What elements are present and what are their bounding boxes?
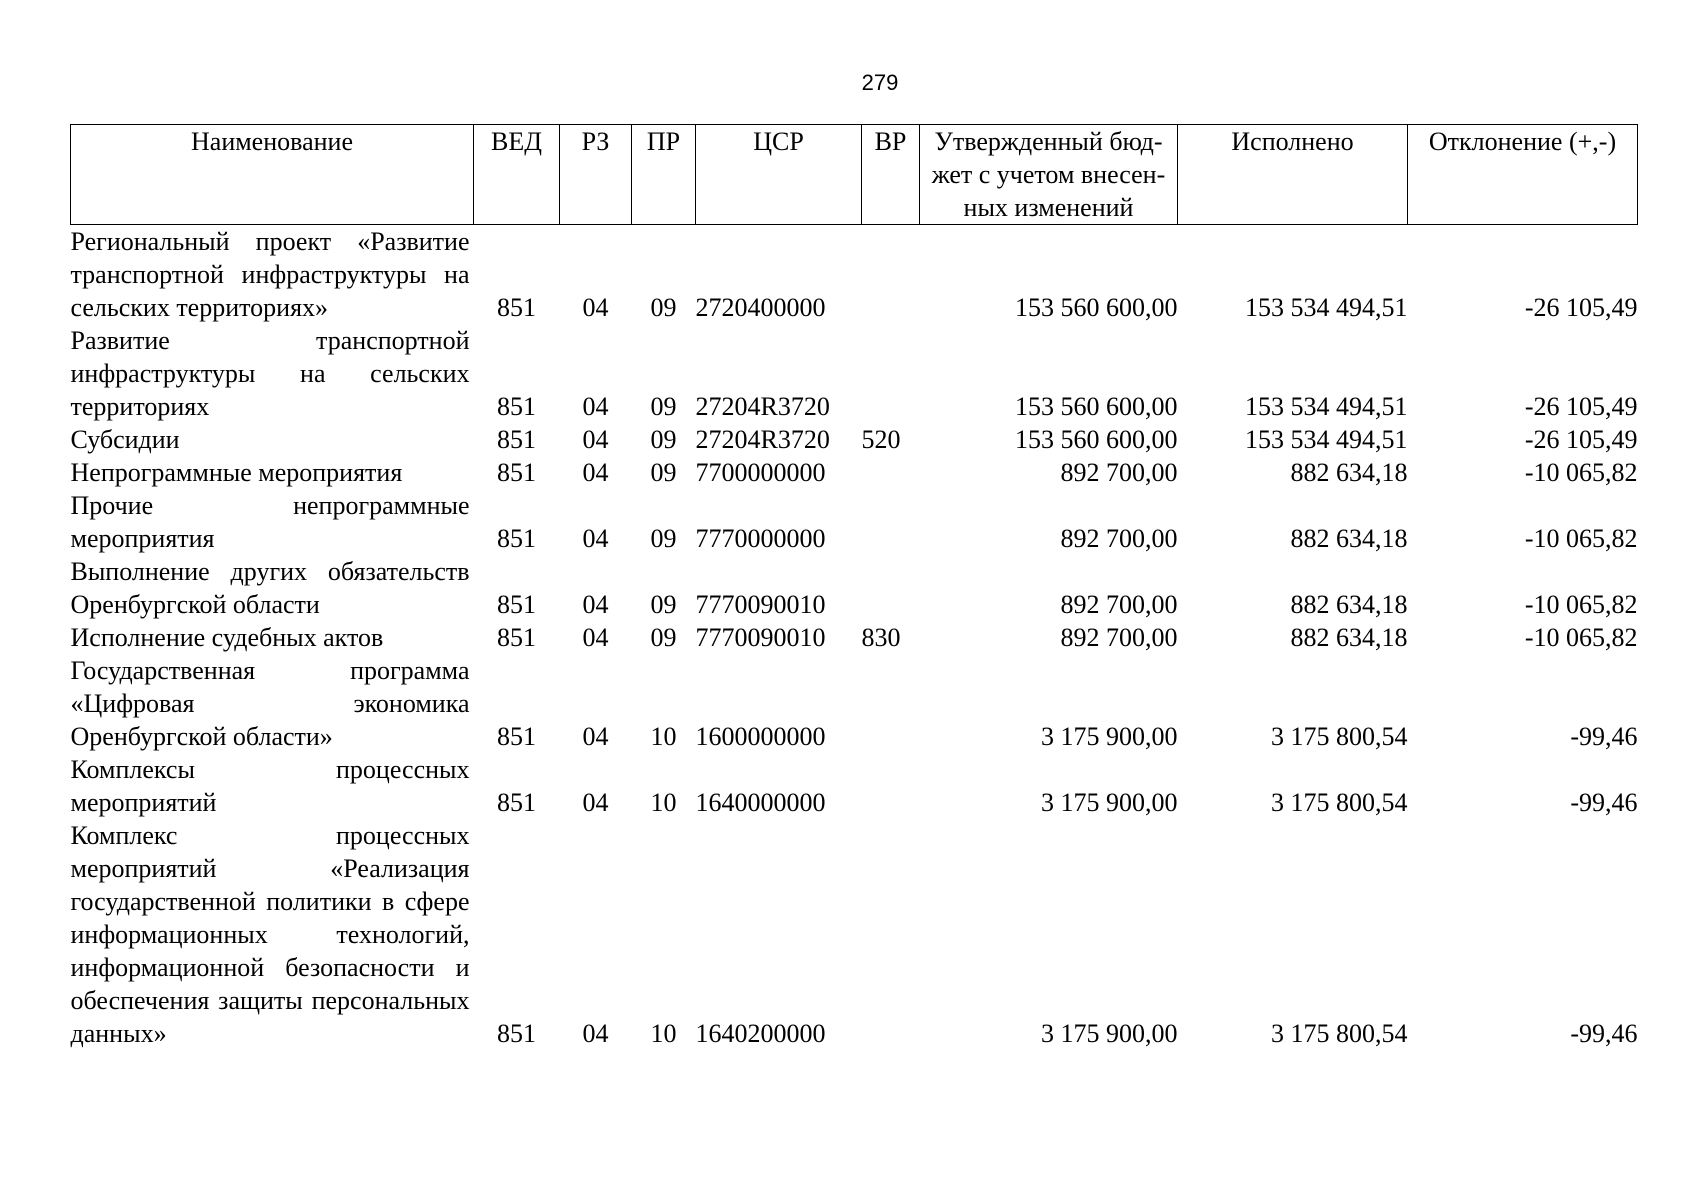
cell-deviation: -10 065,82: [1524, 524, 1638, 553]
table-row: [71, 555, 1638, 621]
table-row: [71, 456, 1638, 489]
cell-rz: 04: [582, 458, 609, 487]
cell-vr: [862, 753, 920, 819]
cell-deviation: -99,46: [1570, 722, 1638, 751]
cell-csr: 27204R3720: [695, 392, 830, 421]
budget-table: [70, 124, 1638, 1050]
cell-vr: [862, 819, 920, 1050]
cell-approved: 153 560 600,00: [1015, 425, 1178, 454]
cell-name: Непрограммные мероприятия: [70, 458, 403, 487]
cell-csr: 2720400000: [695, 293, 826, 322]
cell-pr: 10: [650, 788, 677, 817]
cell-name: Государственная программа «Цифровая экономика Оренбургской области»: [70, 656, 470, 751]
table-row: [71, 621, 1638, 654]
cell-ved: 851: [497, 623, 536, 652]
table-row: [71, 489, 1638, 555]
cell-deviation: -10 065,82: [1524, 590, 1638, 619]
cell-deviation: -10 065,82: [1524, 458, 1638, 487]
cell-approved: 892 700,00: [1060, 590, 1178, 619]
cell-pr: 09: [650, 623, 677, 652]
cell-csr: 27204R3720: [695, 425, 830, 454]
header-csr: ЦСР: [696, 125, 862, 225]
cell-vr: [862, 456, 920, 489]
cell-pr: 09: [650, 425, 677, 454]
cell-executed: 882 634,18: [1290, 524, 1408, 553]
cell-vr: [862, 654, 920, 753]
cell-csr: 1600000000: [695, 722, 826, 751]
cell-approved: 3 175 900,00: [1041, 722, 1178, 751]
cell-rz: 04: [582, 425, 609, 454]
cell-ved: 851: [497, 524, 536, 553]
cell-deviation: -99,46: [1570, 1019, 1638, 1048]
cell-name: Развитие транспортной инфраструктуры на сельских территориях: [70, 326, 470, 421]
cell-rz: 04: [582, 590, 609, 619]
page-number: 279: [861, 70, 899, 95]
cell-vr: 520: [861, 425, 901, 454]
cell-ved: 851: [497, 293, 536, 322]
cell-rz: 04: [582, 293, 609, 322]
table-row: [71, 225, 1638, 325]
cell-executed: 882 634,18: [1290, 458, 1408, 487]
cell-pr: 09: [650, 590, 677, 619]
cell-approved: 3 175 900,00: [1041, 788, 1178, 817]
cell-name: Исполнение судебных актов: [70, 623, 384, 652]
cell-rz: 04: [582, 524, 609, 553]
cell-csr: 7770090010: [695, 623, 826, 652]
cell-deviation: -99,46: [1570, 788, 1638, 817]
cell-executed: 882 634,18: [1290, 623, 1408, 652]
cell-ved: 851: [497, 458, 536, 487]
cell-csr: 7700000000: [695, 458, 826, 487]
table-row: [71, 819, 1638, 1050]
cell-csr: 1640000000: [695, 788, 826, 817]
cell-executed: 3 175 800,54: [1271, 1019, 1408, 1048]
header-pr: ПР: [632, 125, 696, 225]
table-row: [71, 423, 1638, 456]
cell-approved: 892 700,00: [1060, 458, 1178, 487]
cell-deviation: -26 105,49: [1524, 425, 1638, 454]
cell-executed: 3 175 800,54: [1271, 722, 1408, 751]
cell-name: Комплексы процессных мероприятий: [70, 755, 470, 817]
cell-deviation: -10 065,82: [1524, 623, 1638, 652]
cell-rz: 04: [582, 1019, 609, 1048]
cell-pr: 09: [650, 458, 677, 487]
cell-approved: 3 175 900,00: [1041, 1019, 1178, 1048]
cell-pr: 09: [650, 524, 677, 553]
cell-csr: 1640200000: [695, 1019, 826, 1048]
header-approved: Утвержденный бюд-жет с учетом внесен-ных изменений: [920, 125, 1178, 225]
cell-approved: 153 560 600,00: [1015, 392, 1178, 421]
cell-deviation: -26 105,49: [1524, 392, 1638, 421]
header-name: Наименование: [71, 125, 474, 225]
cell-vr: [862, 225, 920, 325]
cell-vr: [862, 489, 920, 555]
cell-name: Региональный проект «Развитие транспортной инфраструктуры на сельских территориях»: [70, 227, 470, 322]
cell-rz: 04: [582, 392, 609, 421]
cell-approved: 892 700,00: [1060, 623, 1178, 652]
header-rz: РЗ: [560, 125, 632, 225]
cell-ved: 851: [497, 590, 536, 619]
cell-executed: 3 175 800,54: [1271, 788, 1408, 817]
header-ved: ВЕД: [474, 125, 560, 225]
cell-vr: 830: [861, 623, 901, 652]
header-row: [71, 125, 1638, 225]
header-vr: ВР: [862, 125, 920, 225]
cell-ved: 851: [497, 722, 536, 751]
cell-rz: 04: [582, 788, 609, 817]
header-deviation: Отклонение (+,-): [1408, 125, 1638, 225]
cell-vr: [862, 555, 920, 621]
cell-name: Выполнение других обязательств Оренбургской области: [70, 557, 470, 619]
cell-ved: 851: [497, 788, 536, 817]
cell-pr: 09: [650, 293, 677, 322]
cell-pr: 10: [650, 722, 677, 751]
cell-pr: 09: [650, 392, 677, 421]
cell-ved: 851: [497, 1019, 536, 1048]
cell-approved: 153 560 600,00: [1015, 293, 1178, 322]
cell-vr: [862, 324, 920, 423]
table-row: [71, 654, 1638, 753]
cell-name: Субсидии: [70, 425, 180, 454]
cell-ved: 851: [497, 392, 536, 421]
cell-name: Прочие непрограммные мероприятия: [70, 491, 470, 553]
cell-executed: 153 534 494,51: [1245, 293, 1408, 322]
cell-csr: 7770090010: [695, 590, 826, 619]
cell-ved: 851: [497, 425, 536, 454]
cell-approved: 892 700,00: [1060, 524, 1178, 553]
cell-name: Комплекс процессных мероприятий «Реализация государственной политики в сфере информационных технологий, информационной безопасности и обеспечения защиты персональных данных»: [70, 821, 470, 1048]
table-row: [71, 753, 1638, 819]
cell-csr: 7770000000: [695, 524, 826, 553]
table-row: [71, 324, 1638, 423]
cell-executed: 882 634,18: [1290, 590, 1408, 619]
cell-pr: 10: [650, 1019, 677, 1048]
cell-executed: 153 534 494,51: [1245, 425, 1408, 454]
cell-rz: 04: [582, 623, 609, 652]
cell-rz: 04: [582, 722, 609, 751]
cell-deviation: -26 105,49: [1524, 293, 1638, 322]
header-executed: Исполнено: [1178, 125, 1408, 225]
cell-executed: 153 534 494,51: [1245, 392, 1408, 421]
